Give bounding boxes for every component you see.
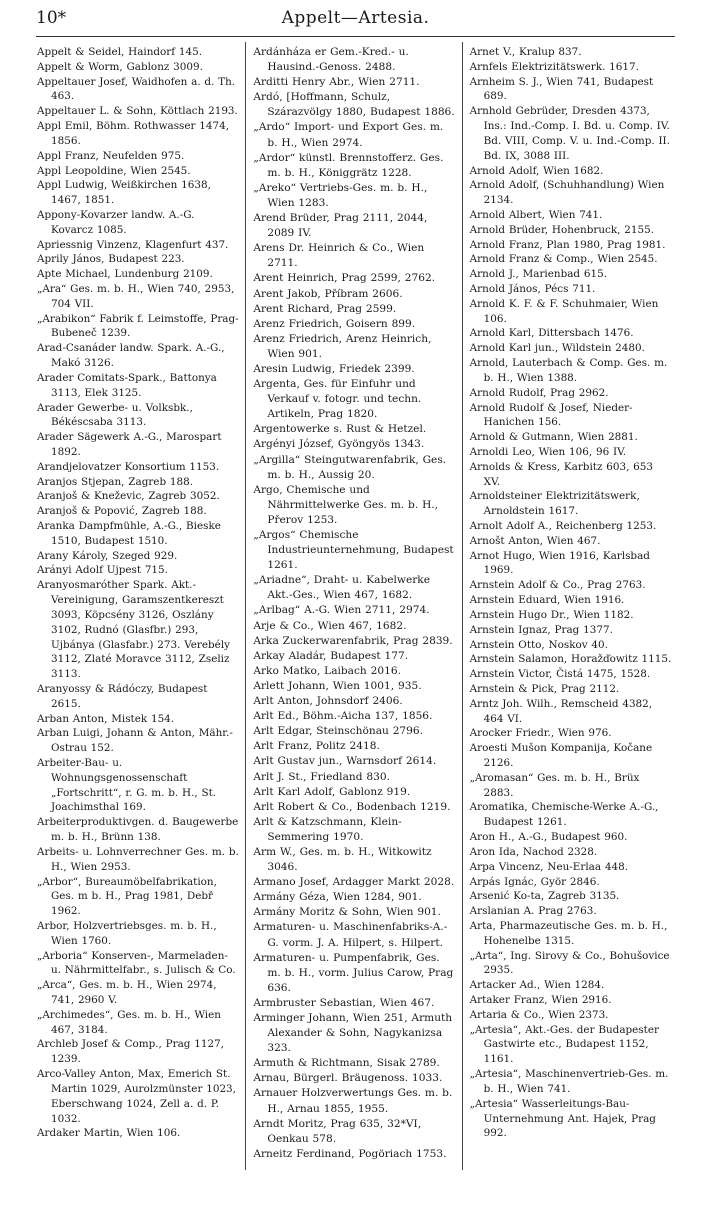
directory-entry: Aron Ida, Nachod 2328. [469,845,598,858]
directory-entry: „Artesia“ Wasserleitungs-Bau-Unternehmung Ant. Hajek, Prag 992. [469,1097,656,1140]
directory-entry: Arnstein Victor, Čistá 1475, 1528. [469,668,651,681]
directory-entry: Arban Anton, Mistek 154. [37,712,175,725]
directory-entry: Arje & Co., Wien 467, 1682. [253,619,407,632]
directory-entry: Arenz Friedrich, Goisern 899. [253,317,416,330]
directory-entry: Arm W., Ges. m. b. H., Witkowitz 3046. [253,845,432,874]
page-number: 10* [36,8,67,28]
directory-entry: Arminger Johann, Wien 251, Armuth Alexander & Sohn, Nagykanizsa 323. [253,1012,453,1055]
directory-entry: „Argilla“ Steingutwarenfabrik, Ges. m. b. H., Aussig 20. [253,453,447,481]
column-2 [245,42,461,1170]
directory-entry: Arnet V., Kralup 837. [469,46,582,58]
directory-entry: Artacker Ad., Wien 1284. [469,979,605,992]
directory-entry: Aranjos Stjepan, Zagreb 188. [37,475,194,488]
directory-entry: Artaker Franz, Wien 2916. [469,994,612,1006]
directory-entry: Arnošt Anton, Wien 467. [469,534,601,547]
directory-entry: Arent Heinrich, Prag 2599, 2762. [253,272,436,285]
directory-entry: Arnolt Adolf A., Reichenberg 1253. [469,520,657,532]
directory-entry: Arnhold Gebrüder, Dresden 4373, Ins.: Ind.-Comp. I. Bd. u. Comp. IV. Bd. VIII, Comp. V. u. Ind.-Comp. II. Bd. IX, 3088 III. [469,105,670,162]
directory-entry: Argentowerke s. Rust & Hetzel. [253,423,427,436]
directory-entry: Arocker Friedr., Wien 976. [469,727,612,740]
directory-entry: Ardánháza er Gem.-Kred.- u. Hausind.-Genoss. 2488. [253,46,409,74]
directory-entry: Arent Jakob, Příbram 2606. [253,287,403,300]
directory-entry: Aresin Ludwig, Friedek 2399. [253,362,415,375]
directory-entry: Arbeiterproduktivgen. d. Baugewerbe m. b. H., Brünn 138. [37,816,239,844]
directory-entry: Aranjoš & Popović, Zagreb 188. [37,505,207,518]
directory-entry: Arent Richard, Prag 2599. [253,302,397,315]
directory-entry: Ardaker Martin, Wien 106. [37,1127,181,1140]
directory-entry: Arany Károly, Szeged 929. [37,549,178,562]
column-3 [462,42,678,1170]
directory-entry: Arandjelovatzer Konsortium 1153. [37,460,220,473]
directory-entry: Arlt Robert & Co., Bodenbach 1219. [253,800,451,813]
column-1 [30,42,245,1170]
directory-entry: Arlt Ed., Böhm.-Aicha 137, 1856. [253,710,433,723]
directory-entry: Arko Matko, Laibach 2016. [253,664,401,677]
directory-entry: Appl Emil, Böhm. Rothwasser 1474, 1856. [37,120,230,147]
directory-entry: Arsenić Ko-ta, Zagreb 3135. [469,890,620,903]
directory-entry: Arnstein & Pick, Prag 2112. [469,682,620,695]
directory-entry: „Arabikon“ Fabrik f. Leimstoffe, Prag-Bubeneč 1239. [37,312,239,340]
directory-entry: Arpás Ignác, Györ 2846. [469,875,600,888]
directory-entry: Arditti Henry Abr., Wien 2711. [253,76,420,89]
directory-entry: Arndt Moritz, Prag 635, 32*VI, Oenkau 578. [253,1117,422,1145]
directory-entry: Aranyosmaróther Spark. Akt.-Vereinigung, Garamszentkereszt 3093, Köpcsény 3126, Oszlány 3102, Rudnó (Glasfbr.) 293, Ujbánya (Glasfabr.) 273. Verebély 3112, Zlaté Moravce 3112, Zseliz 3113. [37,579,231,681]
directory-entry: Arnheim S. J., Wien 741, Budapest 689. [469,75,654,103]
directory-entry: Arnold Adolf, Wien 1682. [469,164,604,177]
directory-entry: Arnold Rudolf & Josef, Nieder-Hanichen 156. [469,401,633,429]
directory-entry: Arader Gewerbe- u. Volksbk., Békéscsaba 3113. [37,401,193,429]
directory-entry: Appelt & Seidel, Haindorf 145. [37,46,203,58]
directory-entry: Arnold János, Pécs 711. [469,283,596,295]
directory-entry: Apriessnig Vinzenz, Klagenfurt 437. [37,238,229,251]
directory-entry: Argényi József, Gyöngyös 1343. [253,438,425,451]
directory-entry: Arnau, Bürgerl. Bräugenoss. 1033. [253,1072,443,1085]
directory-entry: Arnauer Holzverwertungs Ges. m. b. H., Arnau 1855, 1955. [253,1087,453,1115]
directory-entry: Arnold Franz & Comp., Wien 2545. [469,253,658,266]
directory-entry: Aromatika, Chemische-Werke A.-G., Budapest 1261. [469,801,659,829]
directory-entry: Aron H., A.-G., Budapest 960. [469,831,628,844]
directory-entry: Armaturen- u. Maschinenfabriks-A.-G. vorm. J. A. Hilpert, s. Hilpert. [253,921,448,949]
directory-entry: Arntz Joh. Wilh., Remscheid 4382, 464 VI. [469,697,653,725]
page-title: Appelt—Artesia. [281,8,430,28]
directory-entry: Arnolds & Kress, Karbitz 603, 653 XV. [469,460,654,488]
directory-entry: Arnstein Eduard, Wien 1916. [469,594,625,607]
directory-entry: Arnold & Gutmann, Wien 2881. [469,431,638,444]
directory-entry: Arnold Karl jun., Wildstein 2480. [469,342,645,355]
directory-entry: Arnold J., Marienbad 615. [469,268,608,281]
directory-entry: Arnold Karl, Dittersbach 1476. [469,327,634,340]
header-rule [36,36,675,37]
directory-entry: „Arbor“, Bureaumöbelfabrikation, Ges. m b. H., Prag 1981, Debř 1962. [37,875,217,918]
directory-entry: Arta, Pharmazeutische Ges. m. b. H., Hohenelbe 1315. [469,919,668,947]
directory-entry: Arslanian A. Prag 2763. [469,905,597,918]
directory-entry: Arban Luigi, Johann & Anton, Mähr.-Ostrau 152. [37,727,233,755]
directory-entry: Armano Josef, Ardagger Markt 2028. [253,876,455,889]
directory-entry: „Arboria“ Konserven-, Marmeladen- u. Nährmittelfabr., s. Julisch & Co. [37,949,236,977]
directory-entry: Aroesti Mušon Kompanija, Kočane 2126. [469,742,653,769]
directory-entry: „Ardor“ künstl. Brennstofferz. Ges. m. b. H., Königgrätz 1228. [253,151,444,179]
directory-entry: Arnoldi Leo, Wien 106, 96 IV. [469,445,627,458]
directory-entry: Arlt J. St., Friedland 830. [253,770,390,783]
directory-entry: Arnold, Lauterbach & Comp. Ges. m. b. H., Wien 1388. [469,357,668,384]
directory-entry: Arlett Johann, Wien 1001, 935. [253,679,422,692]
directory-entry: Arnstein Adolf & Co., Prag 2763. [469,579,646,592]
directory-entry: „Ara“ Ges. m. b. H., Wien 740, 2953, 704 VII. [37,283,235,310]
directory-entry: Arlt Gustav jun., Warnsdorf 2614. [253,755,437,768]
directory-entry: Arnstein Ignaz, Prag 1377. [469,623,613,636]
directory-entry: Arnold K. F. & F. Schuhmaier, Wien 106. [469,297,659,325]
directory-entry: „Aromasan“ Ges. m. b. H., Brüx 2883. [469,771,640,799]
directory-entry: Appl Leopoldine, Wien 2545. [37,164,191,177]
directory-entry: „Artesia“, Maschinenvertrieb-Ges. m. b. H., Wien 741. [469,1068,669,1095]
directory-entry: Appelt & Worm, Gablonz 3009. [37,60,203,73]
directory-entry: „Argos“ Chemische Industrieunternehmung, Budapest 1261. [253,529,454,572]
directory-entry: Arlt Franz, Politz 2418. [253,740,380,753]
directory-entry: Aranjoš & Kneževic, Zagreb 3052. [37,490,220,503]
directory-entry: Aprily János, Budapest 223. [37,253,185,266]
directory-entry: Artaria & Co., Wien 2373. [469,1008,609,1021]
directory-entry: „Arca“, Ges. m. b. H., Wien 2974, 741, 2960 V. [37,979,217,1006]
page-header [36,6,675,32]
directory-entry: Argo, Chemische und Nährmittelwerke Ges. m. b. H., Přerov 1253. [253,483,439,526]
directory-entry: Arnstein Hugo Dr., Wien 1182. [469,608,634,621]
directory-entry: Arnot Hugo, Wien 1916, Karlsbad 1969. [469,549,650,577]
directory-entry: Argenta, Ges. für Einfuhr und Verkauf v. fotogr. und techn. Artikeln, Prag 1820. [253,378,422,421]
directory-entry: Appl Franz, Neufelden 975. [37,149,185,162]
directory-entry: Archleb Josef & Comp., Prag 1127, 1239. [37,1038,224,1066]
directory-entry: Arneitz Ferdinand, Pogöriach 1753. [253,1147,447,1160]
directory-entry: Arnold Albert, Wien 741. [469,208,603,221]
directory-entry: „Areko“ Vertriebs-Ges. m. b. H., Wien 1283. [253,181,428,209]
directory-entry: Appony-Kovarzer landw. A.-G. Kovarcz 1085. [37,208,195,236]
directory-entry: Arányi Adolf Ujpest 715. [37,564,168,577]
directory-entry: „Arta“, Ing. Sirovy & Co., Bohušovice 2935. [469,949,670,977]
directory-entry: Arbor, Holzvertriebsges. m. b. H., Wien 1760. [37,919,217,947]
directory-entry: Arnold Adolf, (Schuhhandlung) Wien 2134. [469,179,665,207]
directory-entry: Arnoldsteiner Elektrizitätswerk, Arnoldstein 1617. [469,490,640,518]
directory-entry: Arnfels Elektrizitätswerk. 1617. [469,60,639,73]
directory-entry: Aranka Dampfmühle, A.-G., Bieske 1510, Budapest 1510. [37,520,221,547]
directory-entry: Arbeiter-Bau- u. Wohnungsgenossenschaft „Fortschritt“, r. G. m. b. H., St. Joachimsthal 169. [37,757,217,814]
directory-entry: Armaturen- u. Pumpenfabrik, Ges. m. b. H., vorm. Julius Carow, Prag 636. [253,951,454,994]
directory-entry: „Archimedes“, Ges. m. b. H., Wien 467, 3184. [37,1008,221,1036]
directory-entry: Arnstein Otto, Noskov 40. [469,638,608,651]
directory-entry: Arnold Brüder, Hohenbruck, 2155. [469,223,655,236]
directory-entry: Aranyossy & Rádóczy, Budapest 2615. [37,682,208,710]
directory-entry: Arens Dr. Heinrich & Co., Wien 2711. [253,242,425,270]
directory-entry: Arader Comitats-Spark., Battonya 3113, Elek 3125. [37,371,217,399]
directory-entry: Arlt Anton, Johnsdorf 2406. [253,695,403,708]
directory-columns [30,42,678,1170]
directory-entry: „Artesia“, Akt.-Ges. der Budapester Gastwirte etc., Budapest 1152, 1161. [469,1023,659,1066]
directory-entry: Apte Michael, Lundenburg 2109. [37,268,213,281]
directory-entry: Arbeits- u. Lohnverrechner Ges. m. b. H., Wien 2953. [37,845,239,873]
directory-entry: Armuth & Richtmann, Sisak 2789. [253,1057,440,1070]
directory-entry: Arnstein Salamon, Horažďowitz 1115. [469,653,672,666]
directory-entry: Arader Sägewerk A.-G., Marospart 1892. [37,431,222,458]
directory-entry: Arco-Valley Anton, Max, Emerich St. Martin 1029, Aurolzmünster 1023, Eberschwang 1024, Zell a. d. P. 1032. [37,1068,236,1125]
directory-entry: Appl Ludwig, Weißkirchen 1638, 1467, 1851. [37,179,211,207]
directory-entry: Armbruster Sebastian, Wien 467. [253,996,435,1009]
directory-entry: Arkay Aladár, Budapest 177. [253,649,409,662]
directory-entry: Arnold Franz, Plan 1980, Prag 1981. [469,238,666,251]
directory-entry: Arpa Vincenz, Neu-Erlaa 448. [469,860,628,873]
directory-entry: Arend Brüder, Prag 2111, 2044, 2089 IV. [253,212,428,240]
directory-entry: Armány Géza, Wien 1284, 901. [253,891,422,904]
directory-entry: Arnold Rudolf, Prag 2962. [469,386,609,399]
directory-entry: „Ardo“ Import- und Export Ges. m. b. H., Wien 2974. [253,121,444,149]
directory-entry: Arka Zuckerwarenfabrik, Prag 2839. [253,634,453,647]
directory-entry: Ardó, [Hoffmann, Schulz, Szárazvölgy 1880, Budapest 1886. [253,91,455,119]
directory-entry: „Ariadne“, Draht- u. Kabelwerke Akt.-Ges., Wien 467, 1682. [253,574,430,602]
directory-entry: Arlt & Katzschmann, Klein-Semmering 1970. [253,815,402,843]
directory-entry: Arlt Karl Adolf, Gablonz 919. [253,785,411,798]
directory-entry: Appeltauer Josef, Waidhofen a. d. Th. 463. [37,75,236,103]
directory-entry: Appeltauer L. & Sohn, Köttlach 2193. [37,105,238,118]
directory-entry: „Arlbag“ A.-G. Wien 2711, 2974. [253,604,430,617]
directory-entry: Arenz Friedrich, Arenz Heinrich, Wien 901. [253,332,432,360]
directory-entry: Armány Moritz & Sohn, Wien 901. [253,906,441,919]
directory-entry: Arad-Csanáder landw. Spark. A.-G., Makó 3126. [37,342,225,370]
directory-entry: Arlt Edgar, Steinschönau 2796. [253,725,424,738]
